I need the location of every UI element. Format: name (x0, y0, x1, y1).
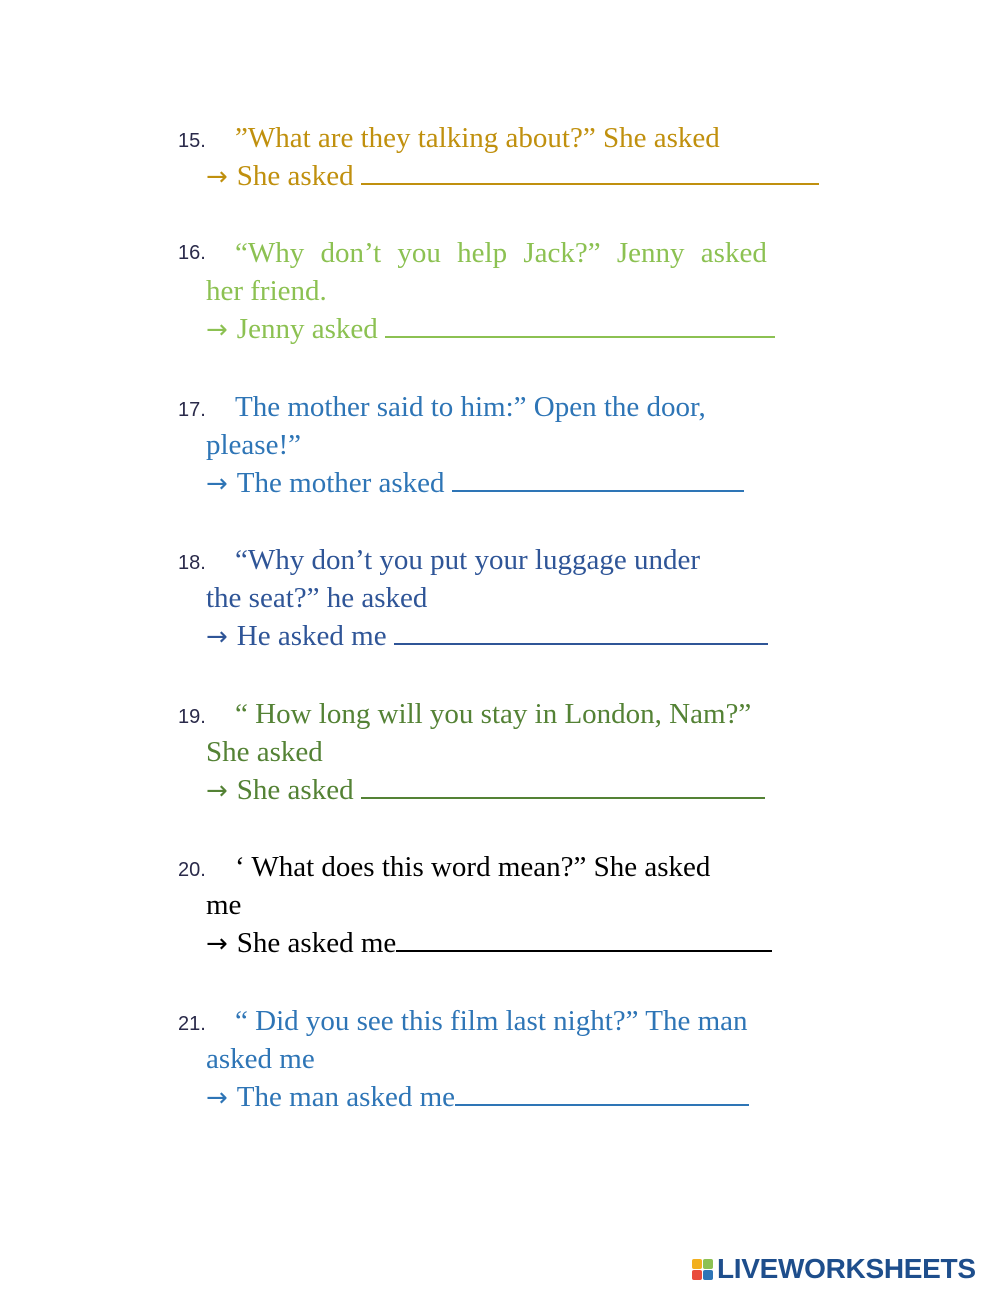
arrow-icon: → (206, 469, 228, 499)
answer-line (178, 771, 898, 809)
answer-blank[interactable] (396, 924, 772, 952)
answer-blank[interactable] (452, 464, 744, 492)
answer-blank[interactable] (361, 157, 819, 185)
question-text: The mother said to him:” Open the door, (235, 391, 706, 423)
logo-text: LIVEWORKSHEETS (717, 1253, 976, 1284)
question-line (178, 541, 898, 579)
question-line-continued (178, 1040, 898, 1078)
answer-prompt: She asked (236, 774, 361, 806)
question-line (178, 119, 898, 157)
question-text: ”What are they talking about?” She asked (235, 122, 720, 154)
answer-line (178, 617, 898, 655)
answer-line (178, 157, 898, 195)
question-line-continued (178, 272, 898, 310)
liveworksheets-logo-icon (692, 1259, 713, 1280)
question-line (178, 388, 898, 426)
answer-blank[interactable] (455, 1078, 749, 1106)
answer-prompt: The mother asked (236, 467, 452, 499)
question-20 (178, 848, 898, 962)
arrow-icon: → (206, 622, 228, 652)
question-line-continued (178, 426, 898, 464)
question-line (178, 848, 898, 886)
question-line (178, 1002, 898, 1040)
question-text: “ How long will you stay in London, Nam?” (235, 698, 752, 730)
question-16 (178, 234, 898, 348)
question-17 (178, 388, 898, 502)
question-18 (178, 541, 898, 655)
question-text: asked me (206, 1043, 315, 1075)
question-number: 20. (178, 859, 206, 881)
question-number: 19. (178, 706, 206, 728)
answer-line (178, 1078, 898, 1116)
question-text: me (206, 889, 242, 921)
question-text: “ Did you see this film last night?” The man (235, 1005, 748, 1037)
arrow-icon: → (206, 776, 228, 806)
arrow-icon: → (206, 1083, 228, 1113)
question-text: please!” (206, 429, 301, 461)
question-19 (178, 695, 898, 809)
arrow-icon: → (206, 929, 228, 959)
question-number: 16. (178, 242, 206, 264)
question-line-continued (178, 886, 898, 924)
answer-blank[interactable] (361, 771, 765, 799)
answer-blank[interactable] (385, 310, 775, 338)
answer-line (178, 464, 898, 502)
question-line (178, 695, 898, 733)
question-line-continued (178, 579, 898, 617)
answer-prompt: The man asked me (236, 1081, 456, 1113)
answer-prompt: She asked (236, 160, 361, 192)
arrow-icon: → (206, 315, 228, 345)
question-text: her friend. (206, 275, 327, 307)
question-number: 18. (178, 552, 206, 574)
answer-blank[interactable] (394, 617, 768, 645)
answer-line (178, 310, 898, 348)
answer-prompt: She asked me (236, 927, 397, 959)
arrow-icon: → (206, 162, 228, 192)
answer-prompt: He asked me (236, 620, 394, 652)
question-number: 15. (178, 130, 206, 152)
question-line (178, 234, 898, 272)
question-text: ‘ What does this word mean?” She asked (235, 851, 711, 883)
question-number: 21. (178, 1013, 206, 1035)
answer-line (178, 924, 898, 962)
question-text: She asked (206, 736, 323, 768)
question-line-continued (178, 733, 898, 771)
question-text: “Why don’t you put your luggage under (235, 544, 700, 576)
question-15 (178, 119, 898, 195)
question-number: 17. (178, 399, 206, 421)
question-text: the seat?” he asked (206, 582, 428, 614)
answer-prompt: Jenny asked (236, 313, 385, 345)
question-text: “Why don’t you help Jack?” Jenny asked (235, 237, 767, 269)
liveworksheets-logo[interactable] (692, 1254, 976, 1284)
question-21 (178, 1002, 898, 1116)
